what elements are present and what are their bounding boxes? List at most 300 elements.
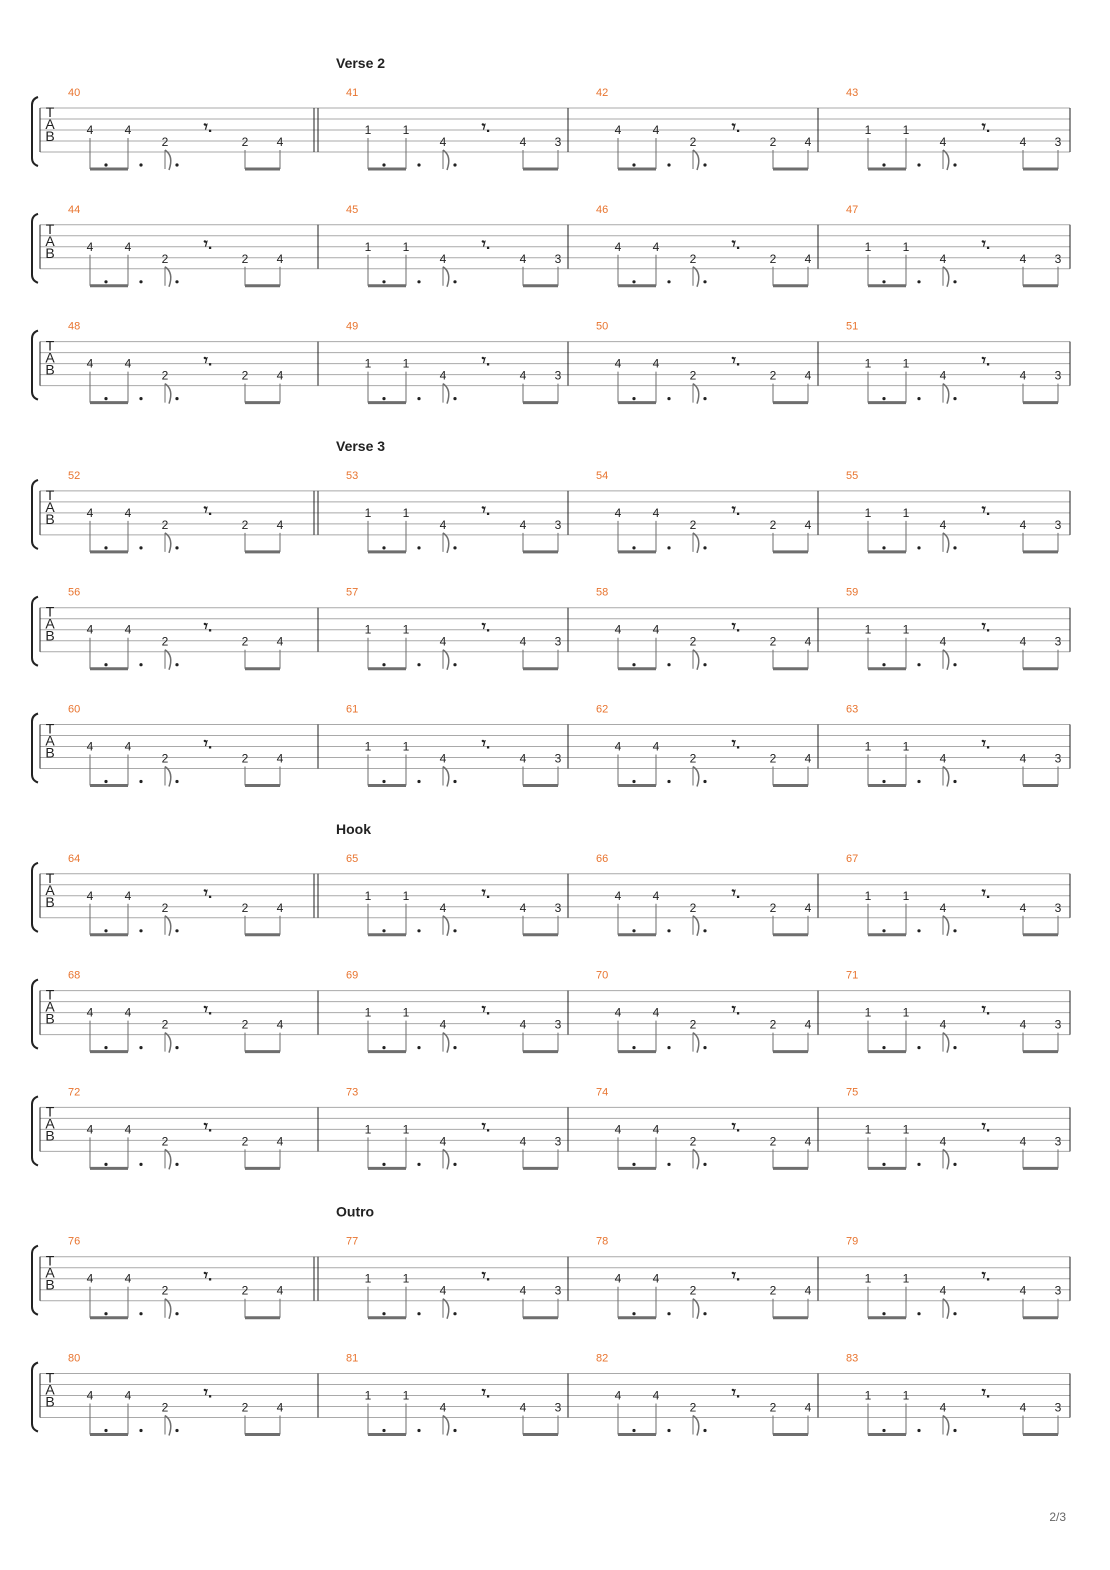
dot (417, 1312, 420, 1315)
bar-number: 42 (596, 87, 609, 99)
fret-number: 4 (652, 739, 660, 754)
fret-number: 4 (439, 900, 447, 915)
fret-number: 1 (902, 1005, 910, 1020)
fret-number: 3 (1054, 634, 1062, 649)
tab-measure (846, 87, 1070, 170)
fret-number: 4 (276, 900, 284, 915)
dot (703, 1312, 706, 1315)
fret-number: 4 (519, 368, 527, 383)
tab-measure (68, 470, 318, 553)
section-label: Hook (336, 820, 371, 837)
fret-number: 1 (864, 1005, 872, 1020)
tab-clef-letter: B (45, 1010, 55, 1027)
fret-number: 2 (689, 1400, 697, 1415)
dot (632, 1312, 635, 1315)
fret-number: 4 (519, 517, 527, 532)
note-flag (693, 650, 699, 670)
eighth-rest: 𝄾. (731, 235, 741, 253)
fret-number: 4 (439, 368, 447, 383)
tab-measure (846, 1086, 1070, 1169)
eighth-rest: 𝄾. (731, 618, 741, 636)
dot (632, 546, 635, 549)
fret-number: 3 (554, 1134, 562, 1149)
note-flag (943, 533, 949, 553)
tab-clef-letter: T (45, 720, 55, 737)
note-flag (443, 1416, 449, 1436)
fret-number: 4 (804, 1134, 812, 1149)
tab-measure (596, 970, 818, 1053)
bar-number: 83 (846, 1352, 859, 1365)
fret-number: 2 (241, 1283, 249, 1298)
bar-number: 81 (346, 1352, 359, 1365)
fret-number: 3 (554, 1283, 562, 1298)
tab-clef-letter: B (45, 627, 55, 644)
dot (953, 397, 956, 400)
bar-number: 80 (68, 1352, 81, 1365)
tab-clef-letter: A (45, 1381, 55, 1398)
fret-number: 1 (402, 1388, 410, 1403)
fret-number: 4 (1019, 251, 1027, 266)
bar-number: 55 (846, 469, 859, 482)
tab-system (32, 438, 1070, 553)
eighth-rest: 𝄾. (203, 884, 213, 902)
eighth-rest: 𝄾. (731, 119, 741, 136)
note-flag (165, 384, 171, 404)
fret-number: 3 (1054, 1017, 1062, 1032)
tab-measure (846, 1236, 1070, 1319)
fret-number: 4 (804, 251, 812, 266)
bar-number: 56 (68, 586, 81, 599)
eighth-rest: 𝄾. (981, 1267, 991, 1285)
fret-number: 2 (241, 900, 249, 915)
dot (917, 780, 920, 783)
fret-number: 4 (276, 368, 284, 383)
bar-number: 75 (846, 1086, 859, 1099)
fret-number: 2 (689, 900, 697, 915)
tab-system (32, 321, 1070, 404)
fret-number: 4 (804, 517, 812, 532)
note-flag (165, 533, 171, 553)
dot (953, 280, 956, 283)
dot (667, 546, 670, 549)
note-flag (943, 767, 949, 787)
fret-number: 1 (864, 123, 872, 137)
fret-number: 4 (804, 1017, 812, 1032)
fret-number: 1 (364, 239, 372, 254)
fret-number: 1 (902, 239, 910, 254)
fret-number: 2 (161, 368, 169, 383)
dot (667, 397, 670, 400)
eighth-rest: 𝄾. (981, 352, 991, 370)
dot (175, 929, 178, 932)
dot (417, 163, 420, 166)
fret-number: 4 (439, 751, 447, 766)
dot (667, 1429, 670, 1432)
tab-measure (846, 1353, 1070, 1436)
dot (703, 780, 706, 783)
dot (882, 929, 885, 932)
bar-number: 60 (68, 703, 81, 716)
tab-system (32, 55, 1070, 170)
tab-clef-letter: A (45, 998, 55, 1015)
dot (139, 1163, 142, 1166)
fret-number: 4 (124, 1388, 132, 1403)
note-flag (943, 1033, 949, 1053)
tab-clef-letter: A (45, 116, 55, 132)
tab-measure (314, 853, 568, 936)
fret-number: 1 (902, 356, 910, 371)
fret-number: 4 (1019, 1017, 1027, 1032)
system-bracket (32, 1363, 38, 1432)
dot (953, 663, 956, 666)
fret-number: 4 (804, 900, 812, 915)
eighth-rest: 𝄾. (731, 884, 741, 902)
dot (139, 546, 142, 549)
note-flag (693, 384, 699, 404)
tab-measure (596, 321, 818, 404)
dot (917, 1429, 920, 1432)
dot (417, 663, 420, 666)
tab-measure (846, 470, 1070, 553)
dot (175, 780, 178, 783)
bar-number: 69 (346, 969, 359, 982)
fret-number: 1 (402, 1271, 410, 1286)
dot (417, 546, 420, 549)
dot (667, 1046, 670, 1049)
fret-number: 1 (864, 239, 872, 254)
fret-number: 2 (689, 251, 697, 266)
page-number: 2/3 (1049, 1510, 1066, 1524)
fret-number: 4 (124, 1271, 132, 1286)
dot (667, 163, 670, 166)
tab-measure (846, 970, 1070, 1053)
dot (104, 929, 107, 932)
dot (382, 1163, 385, 1166)
fret-number: 4 (124, 1122, 132, 1137)
fret-number: 2 (161, 1134, 169, 1149)
note-flag (443, 767, 449, 787)
tab-system (32, 587, 1070, 670)
fret-number: 1 (902, 739, 910, 754)
fret-number: 4 (276, 1017, 284, 1032)
dot (417, 280, 420, 283)
fret-number: 4 (124, 739, 132, 754)
fret-number: 2 (689, 1283, 697, 1298)
dot (453, 546, 456, 549)
fret-number: 1 (364, 123, 372, 137)
fret-number: 4 (614, 239, 622, 254)
tab-measure (346, 204, 568, 287)
fret-number: 4 (652, 1388, 660, 1403)
tab-system (32, 1353, 1070, 1436)
bar-number: 82 (596, 1352, 609, 1365)
dot (417, 397, 420, 400)
dot (139, 1046, 142, 1049)
bar-number: 47 (846, 203, 859, 216)
fret-number: 1 (364, 1388, 372, 1403)
dot (104, 780, 107, 783)
fret-number: 2 (241, 368, 249, 383)
fret-number: 4 (439, 251, 447, 266)
dot (882, 546, 885, 549)
eighth-rest: 𝄾. (981, 235, 991, 253)
fret-number: 3 (554, 135, 562, 149)
fret-number: 2 (769, 751, 777, 766)
eighth-rest: 𝄾. (203, 1118, 213, 1136)
dot (882, 1163, 885, 1166)
fret-number: 4 (614, 1122, 622, 1137)
dot (703, 1429, 706, 1432)
dot (882, 663, 885, 666)
system-bracket (32, 980, 38, 1049)
note-flag (165, 1299, 171, 1319)
tab-clef-letter: B (45, 893, 55, 910)
bar-number: 71 (846, 969, 859, 982)
dot (104, 163, 107, 166)
fret-number: 2 (241, 634, 249, 649)
tab-clef-letter: A (45, 498, 55, 515)
fret-number: 1 (402, 888, 410, 903)
fret-number: 2 (161, 634, 169, 649)
dot (917, 929, 920, 932)
fret-number: 1 (864, 1122, 872, 1137)
dot (917, 280, 920, 283)
fret-number: 2 (241, 751, 249, 766)
tab-measure (596, 1086, 818, 1169)
tab-measure (68, 1236, 318, 1319)
note-flag (693, 1299, 699, 1319)
dot (382, 1046, 385, 1049)
fret-number: 4 (652, 1271, 660, 1286)
note-flag (693, 533, 699, 553)
note-flag (165, 150, 171, 170)
fret-number: 4 (652, 123, 660, 137)
bar-number: 68 (68, 969, 81, 982)
dot (917, 663, 920, 666)
system-bracket (32, 597, 38, 666)
fret-number: 1 (402, 622, 410, 637)
note-flag (165, 650, 171, 670)
tab-clef-letter: T (45, 104, 55, 120)
bar-number: 45 (346, 203, 359, 216)
fret-number: 2 (241, 1400, 249, 1415)
tab-clef-letter: T (45, 1252, 55, 1269)
dot (139, 1429, 142, 1432)
note-flag (693, 1416, 699, 1436)
tab-clef-letter: T (45, 486, 55, 503)
bar-number: 64 (68, 852, 81, 865)
dot (632, 929, 635, 932)
fret-number: 4 (86, 739, 94, 754)
tab-clef-letter: B (45, 128, 55, 144)
fret-number: 2 (769, 634, 777, 649)
fret-number: 4 (939, 517, 947, 532)
note-flag (943, 1149, 949, 1169)
fret-number: 1 (364, 1005, 372, 1020)
dot (175, 163, 178, 166)
system-bracket (32, 1096, 38, 1165)
fret-number: 1 (864, 739, 872, 754)
fret-number: 1 (364, 505, 372, 520)
fret-number: 4 (86, 622, 94, 637)
eighth-rest: 𝄾. (731, 1001, 741, 1019)
tab-measure (68, 587, 318, 670)
dot (104, 1429, 107, 1432)
fret-number: 1 (364, 356, 372, 371)
eighth-rest: 𝄾. (731, 1384, 741, 1402)
fret-number: 4 (86, 505, 94, 520)
eighth-rest: 𝄾. (203, 352, 213, 370)
eighth-rest: 𝄾. (981, 1384, 991, 1402)
fret-number: 1 (902, 505, 910, 520)
dot (917, 1163, 920, 1166)
tab-clef-letter: B (45, 510, 55, 527)
bar-number: 43 (846, 87, 859, 99)
eighth-rest: 𝄾. (481, 735, 491, 753)
dot (417, 780, 420, 783)
fret-number: 3 (554, 1400, 562, 1415)
eighth-rest: 𝄾. (981, 501, 991, 519)
fret-number: 4 (86, 1271, 94, 1286)
dot (953, 1429, 956, 1432)
fret-number: 3 (554, 517, 562, 532)
eighth-rest: 𝄾. (981, 1001, 991, 1019)
fret-number: 1 (402, 1122, 410, 1137)
fret-number: 4 (439, 634, 447, 649)
fret-number: 4 (804, 368, 812, 383)
dot (667, 1312, 670, 1315)
dot (382, 1312, 385, 1315)
fret-number: 4 (652, 1005, 660, 1020)
fret-number: 1 (902, 1388, 910, 1403)
bar-number: 51 (846, 320, 859, 333)
fret-number: 4 (652, 1122, 660, 1137)
fret-number: 3 (554, 900, 562, 915)
dot (104, 1163, 107, 1166)
tab-clef-letter: A (45, 732, 55, 749)
tab-measure (596, 853, 818, 936)
system-bracket (32, 1246, 38, 1315)
dot (703, 929, 706, 932)
eighth-rest: 𝄾. (203, 618, 213, 636)
fret-number: 4 (939, 1134, 947, 1149)
fret-number: 1 (402, 1005, 410, 1020)
dot (703, 663, 706, 666)
fret-number: 3 (1054, 135, 1062, 149)
fret-number: 3 (554, 1017, 562, 1032)
fret-number: 4 (439, 1283, 447, 1298)
tab-measure (314, 87, 568, 170)
tab-measure (846, 853, 1070, 936)
eighth-rest: 𝄾. (981, 119, 991, 136)
fret-number: 4 (439, 1134, 447, 1149)
bar-number: 73 (346, 1086, 359, 1099)
dot (703, 546, 706, 549)
fret-number: 4 (124, 123, 132, 137)
fret-number: 1 (902, 1122, 910, 1137)
eighth-rest: 𝄾. (981, 735, 991, 753)
fret-number: 4 (939, 634, 947, 649)
system-bracket (32, 480, 38, 549)
fret-number: 4 (614, 1005, 622, 1020)
tab-measure (596, 704, 818, 787)
dot (917, 1312, 920, 1315)
fret-number: 1 (864, 1388, 872, 1403)
note-flag (165, 767, 171, 787)
eighth-rest: 𝄾. (981, 1118, 991, 1136)
fret-number: 1 (364, 1271, 372, 1286)
note-flag (943, 916, 949, 936)
bar-number: 40 (68, 87, 81, 99)
fret-number: 2 (769, 517, 777, 532)
dot (104, 1046, 107, 1049)
tab-clef-letter: A (45, 615, 55, 632)
bar-number: 77 (346, 1235, 359, 1248)
fret-number: 1 (402, 239, 410, 254)
tab-system (32, 1086, 1070, 1169)
tab-measure (846, 204, 1070, 287)
fret-number: 4 (519, 751, 527, 766)
dot (382, 546, 385, 549)
fret-number: 4 (652, 239, 660, 254)
fret-number: 2 (689, 634, 697, 649)
eighth-rest: 𝄾. (481, 884, 491, 902)
dot (417, 1429, 420, 1432)
note-flag (443, 650, 449, 670)
fret-number: 4 (86, 1005, 94, 1020)
tab-system (32, 821, 1070, 936)
fret-number: 4 (519, 1283, 527, 1298)
fret-number: 4 (652, 622, 660, 637)
eighth-rest: 𝄾. (203, 119, 213, 136)
eighth-rest: 𝄾. (731, 1118, 741, 1136)
dot (953, 1163, 956, 1166)
dot (703, 280, 706, 283)
dot (382, 163, 385, 166)
note-flag (943, 384, 949, 404)
fret-number: 1 (864, 356, 872, 371)
note-flag (165, 267, 171, 287)
eighth-rest: 𝄾. (481, 235, 491, 253)
fret-number: 4 (804, 1283, 812, 1298)
eighth-rest: 𝄾. (203, 1001, 213, 1019)
tab-clef-letter: B (45, 1127, 55, 1144)
note-flag (443, 267, 449, 287)
fret-number: 4 (86, 356, 94, 371)
dot (382, 1429, 385, 1432)
fret-number: 4 (614, 888, 622, 903)
fret-number: 2 (241, 1134, 249, 1149)
bar-number: 63 (846, 703, 859, 716)
dot (953, 1046, 956, 1049)
dot (417, 1163, 420, 1166)
fret-number: 3 (1054, 517, 1062, 532)
bar-number: 61 (346, 703, 359, 716)
dot (632, 780, 635, 783)
dot (953, 546, 956, 549)
dot (667, 1163, 670, 1166)
dot (453, 1312, 456, 1315)
tab-measure (68, 87, 318, 170)
fret-number: 2 (769, 900, 777, 915)
fret-number: 1 (364, 622, 372, 637)
tab-system (32, 204, 1070, 287)
fret-number: 2 (689, 368, 697, 383)
fret-number: 2 (161, 517, 169, 532)
fret-number: 4 (276, 135, 284, 149)
bar-number: 54 (596, 469, 609, 482)
fret-number: 4 (1019, 634, 1027, 649)
